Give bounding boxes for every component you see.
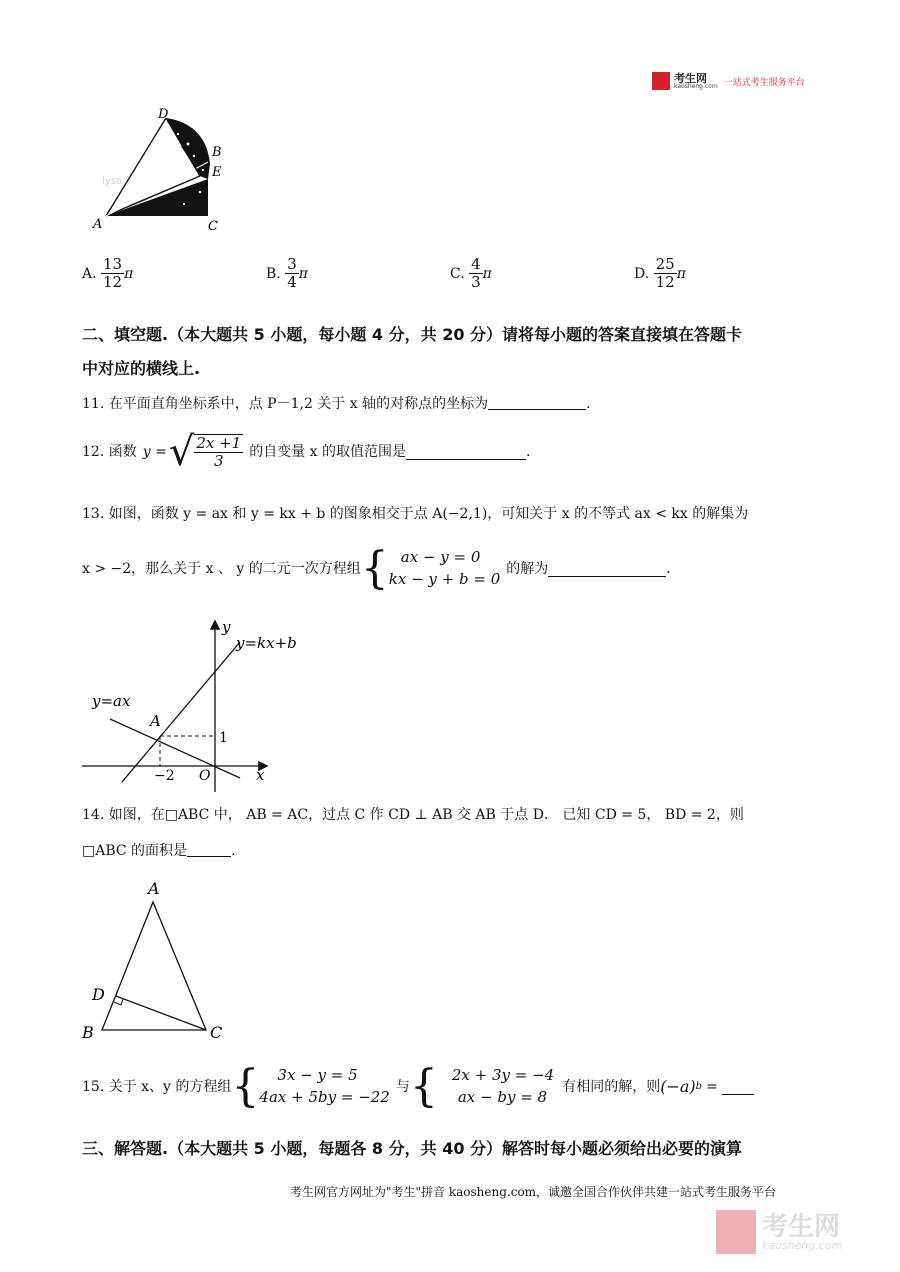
q10-option-c: C. $\frac{4}{3}$ π xyxy=(450,255,492,292)
figure1-label-c: C xyxy=(208,219,218,234)
fraction: $\frac{4}{3}$ xyxy=(471,255,481,292)
answer-blank[interactable] xyxy=(406,445,526,460)
figure1-label-a: A xyxy=(93,217,103,232)
answer-blank[interactable] xyxy=(187,842,231,857)
graph13-tick-y-label: 1 xyxy=(219,730,228,746)
figure1-label-e: E xyxy=(212,165,222,180)
sqrt-symbol: √ xyxy=(168,429,195,475)
header-logo xyxy=(652,72,805,90)
equation-system-1: 3x − y = 5 4ax + 5by = −22 xyxy=(259,1066,390,1106)
graph13-point-a-label: A xyxy=(150,712,161,730)
triangle14-label-a: A xyxy=(148,879,160,898)
graph13-line-kx-label: y=kx+b xyxy=(236,634,297,652)
equation-system: ax − y = 0 kx − y + b = 0 xyxy=(388,548,501,588)
header-site: kaosheng.com xyxy=(674,82,718,90)
fraction: $\frac{13}{12}$ xyxy=(103,255,123,292)
kaosheng-watermark-icon xyxy=(716,1210,756,1254)
section2-heading-line1: 二、填空题.（本大题共 5 小题，每小题 4 分，共 20 分）请将每小题的答案直接填在答题卡 xyxy=(82,325,743,344)
header-slogan: 一站式考生服务平台 xyxy=(723,77,805,88)
question-11: 11. 在平面直角坐标系中，点 P－1,2 关于 x 轴的对称点的坐标为 . xyxy=(82,396,591,412)
figure1-label-b: B xyxy=(212,145,222,160)
figure1-watermark: lyso xyxy=(102,176,123,187)
question-15: 15. 关于 x、y 的方程组 { 3x − y = 5 4ax + 5by = −22 与 { 2x + 3y = −4 ax − by = 8 有相同的解，则 (−a) b = xyxy=(82,1065,754,1109)
q10-option-b: B. $\frac{3}{4}$ π xyxy=(266,255,308,292)
footer-text: 考生网官方网址为"考生"拼音 kaosheng.com，诚邀全国合作伙伴共建一站式考生服务平台 xyxy=(290,1185,777,1199)
triangle14-label-b: B xyxy=(82,1023,94,1042)
graph13-line-ax-label: y=ax xyxy=(92,692,131,710)
triangle14-label-c: C xyxy=(210,1023,223,1042)
brace-icon: { xyxy=(409,1061,438,1112)
q10-option-a: A. $\frac{13}{12}$ π xyxy=(82,255,134,292)
header-brand: 考生网 xyxy=(674,71,707,85)
graph13-x-axis-label: x xyxy=(256,766,265,784)
triangle14-label-d: D xyxy=(92,985,105,1004)
figure1-sector xyxy=(88,104,238,236)
answer-blank[interactable] xyxy=(722,1080,754,1095)
fraction: $\frac{3}{4}$ xyxy=(287,255,297,292)
triangle14 xyxy=(80,874,240,1046)
graph13-tick-x-label: −2 xyxy=(154,768,175,784)
equation-system-2: 2x + 3y = −4 ax − by = 8 xyxy=(451,1066,555,1106)
section2-heading-line2: 中对应的横线上. xyxy=(82,359,201,378)
kaosheng-logo-icon xyxy=(652,72,670,90)
answer-blank[interactable] xyxy=(488,395,586,410)
q10-option-d: D. $\frac{25}{12}$ π xyxy=(634,255,686,292)
graph13-origin-label: O xyxy=(199,768,211,784)
footer-watermark: 考生网 kaosheng.com xyxy=(716,1210,842,1254)
radicand: $\frac{2x +1}{3}$ xyxy=(196,433,242,470)
fraction: $\frac{25}{12}$ xyxy=(655,255,675,292)
brace-icon: { xyxy=(231,1061,260,1112)
graph13-y-axis-label: y xyxy=(222,618,231,636)
question-12: 12. 函数 y = √ $\frac{2x +1}{3}$ 的自变量 x 的取值范围是 . xyxy=(82,429,531,475)
question-14-line2: □ABC 的面积是 . xyxy=(82,843,236,859)
brace-icon: { xyxy=(360,543,389,594)
graph13 xyxy=(78,616,297,796)
section3-heading: 三、解答题.（本大题共 5 小题，每题各 8 分，共 40 分）解答时每小题必须给出必要的演算 xyxy=(82,1139,743,1158)
question-13-line1: 13. 如图，函数 y = ax 和 y = kx + b 的图象相交于点 A(−2,1)，可知关于 x 的不等式 ax < kx 的解集为 xyxy=(82,506,749,522)
figure1-label-d: D xyxy=(158,107,169,122)
answer-blank[interactable] xyxy=(548,562,666,577)
question-13-line2: x > −2，那么关于 x 、 y 的二元一次方程组 { ax − y = 0 kx − y + b = 0 的解为 . xyxy=(82,543,671,594)
question-14-line1: 14. 如图，在□ABC 中， AB = AC，过点 C 作 CD ⊥ AB 交 AB 于点 D． 已知 CD = 5， BD = 2，则 xyxy=(82,807,744,823)
